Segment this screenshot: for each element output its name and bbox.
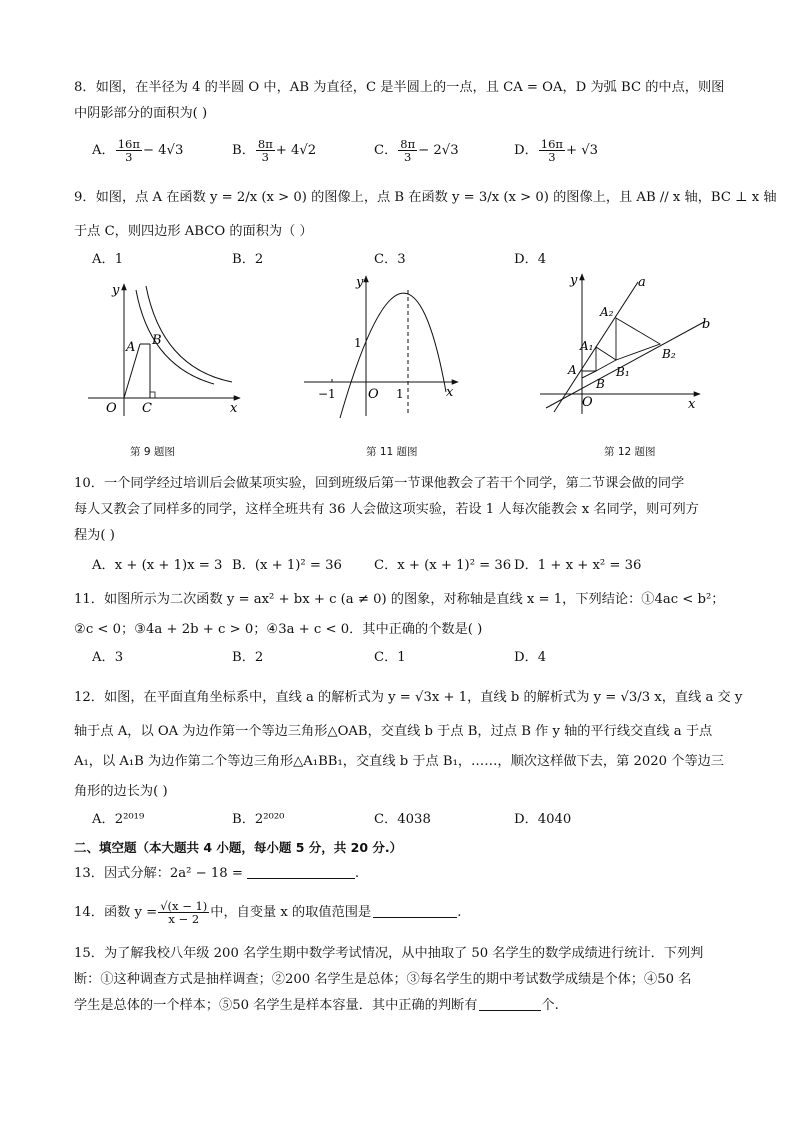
q9-option-d[interactable]: D．4: [514, 252, 547, 267]
label-a-point: A: [568, 363, 577, 377]
label-x: x: [230, 401, 238, 416]
label-y: y: [356, 275, 364, 290]
figure-11-caption: 第 11 题图: [366, 446, 418, 458]
figure-12: [538, 268, 718, 418]
q10-option-a[interactable]: A．x + (x + 1)x = 3: [92, 558, 223, 573]
q8-option-b[interactable]: B． $\frac{8\pi}{3}$ + 4√2: [232, 137, 317, 164]
q9-line2: 于点 C，则四边形 ABCO 的面积为（ ）: [74, 224, 313, 239]
label-c: C: [142, 401, 152, 416]
q8-line1: 8．如图，在半径为 4 的半圆 O 中，AB 为直径，C 是半圆上的一点，且 CA = OA，D 为弧 BC 的中点，则图: [74, 80, 725, 95]
label-a1: A₁: [580, 339, 594, 353]
q12-option-a[interactable]: A．2²⁰¹⁹: [92, 812, 145, 827]
fraction: $\frac{8\pi}{3}$: [257, 137, 273, 164]
figure-9-caption: 第 9 题图: [130, 446, 175, 458]
figure-11: [300, 270, 465, 420]
label-x: x: [688, 397, 696, 412]
q8-option-d[interactable]: D． $\frac{16\pi}{3}$ + √3: [514, 137, 599, 164]
q11-option-b[interactable]: B．2: [232, 650, 264, 665]
q12-line3: A₁，以 A₁B 为边作第二个等边三角形△A₁BB₁，交直线 b 于点 B₁，……，顺次这样做下去，第 2020 个等边三: [74, 754, 725, 769]
right-angle-mark: [150, 392, 155, 398]
q9-option-b[interactable]: B．2: [232, 252, 264, 267]
label-o: O: [368, 387, 379, 402]
label-b: B: [152, 333, 162, 348]
fraction: $\frac{16\pi}{3}$: [117, 137, 140, 164]
q12-option-c[interactable]: C．4038: [374, 812, 431, 827]
q10-option-d[interactable]: D．1 + x + x² = 36: [514, 558, 642, 573]
label-a2: A₂: [600, 305, 614, 319]
q12-line2: 轴于点 A，以 OA 为边作第一个等边三角形△OAB，交直线 b 于点 B，过点 B 作 y 轴的平行线交直线 a 于点: [74, 724, 713, 739]
q9-option-c[interactable]: C．3: [374, 252, 406, 267]
label-o: O: [106, 401, 117, 416]
label-a: a: [638, 275, 646, 290]
curve-y-2-over-x: [136, 290, 214, 384]
figure-9: [84, 276, 244, 422]
q10-line3: 程为( ): [74, 528, 115, 543]
label-b1: B₁: [616, 365, 630, 379]
q14-answer-blank[interactable]: [373, 903, 457, 918]
fraction: $\frac{8\pi}{3}$: [400, 137, 416, 164]
q11-option-a[interactable]: A．3: [92, 650, 124, 665]
section-title-fill-in: 二、填空题（本大题共 4 小题，每小题 5 分，共 20 分.）: [74, 840, 403, 855]
q13-line: 13．因式分解：2a² − 18 = .: [74, 866, 360, 881]
q14-line: 14．函数 y = $\frac{√(x - 1)}{x - 2}$ 中，自变量 x 的取值范围是 .: [74, 899, 462, 926]
q15-answer-blank[interactable]: [479, 996, 541, 1011]
q15-line3: 学生是总体的一个样本；⑤50 名学生是样本容量．其中正确的判断有 个.: [74, 998, 559, 1013]
q10-line2: 每人又教会了同样多的同学，这样全班共有 36 人会做这项实验，若设 1 人每次能教会 x 名同学，则可列方: [74, 502, 699, 517]
q13-answer-blank[interactable]: [247, 864, 355, 879]
triangle-2: [596, 347, 616, 371]
q15-line2: 断：①这种调查方式是抽样调查；②200 名学生是总体；③每名学生的期中考试数学成绩是个体；④50 名: [74, 972, 692, 987]
q12-line1: 12．如图，在平面直角坐标系中，直线 a 的解析式为 y = √3x + 1，直线 b 的解析式为 y = √3/3 x，直线 a 交 y: [74, 690, 743, 705]
q11-option-c[interactable]: C．1: [374, 650, 406, 665]
q10-option-c[interactable]: C．x + (x + 1)² = 36: [374, 558, 512, 573]
q12-line4: 角形的边长为( ): [74, 784, 168, 799]
q9-option-a[interactable]: A．1: [92, 252, 124, 267]
q8-option-c[interactable]: C． $\frac{8\pi}{3}$ − 2√3: [374, 137, 459, 164]
q12-option-d[interactable]: D．4040: [514, 812, 572, 827]
fraction: $\frac{√(x - 1)}{x - 2}$: [160, 899, 208, 926]
triangle-3: [616, 318, 660, 360]
q10-option-b[interactable]: B．(x + 1)² = 36: [232, 558, 342, 573]
q11-line2: ②c < 0；③4a + 2b + c > 0；④3a + c < 0．其中正确的个数是( ): [74, 622, 483, 637]
label-b-point: B: [596, 377, 605, 391]
label-1-x: 1: [396, 387, 404, 401]
q8-line2: 中阴影部分的面积为( ): [74, 106, 208, 121]
label-b: b: [702, 317, 711, 332]
q11-line1: 11．如图所示为二次函数 y = ax² + bx + c (a ≠ 0) 的图象，对称轴是直线 x = 1，下列结论：①4ac < b²；: [74, 592, 725, 607]
label-y: y: [570, 273, 578, 288]
label-x: x: [446, 385, 454, 400]
q12-option-b[interactable]: B．2²⁰²⁰: [232, 812, 285, 827]
q10-line1: 10．一个同学经过培训后会做某项实验，回到班级后第一节课他教会了若干个同学，第二节课会做的同学: [74, 476, 685, 491]
label-minus-1: −1: [318, 387, 336, 401]
label-y: y: [112, 283, 120, 298]
q9-line1: 9．如图，点 A 在函数 y = 2/x (x > 0) 的图像上，点 B 在函数 y = 3/x (x > 0) 的图像上，且 AB // x 轴，BC ⊥ x 轴: [74, 190, 777, 205]
label-b2: B₂: [662, 347, 676, 361]
q8-option-a[interactable]: A． $\frac{16\pi}{3}$ − 4√3: [92, 137, 184, 164]
label-1-y: 1: [354, 336, 362, 350]
figure-12-caption: 第 12 题图: [604, 446, 656, 458]
label-a: A: [126, 340, 136, 355]
q11-option-d[interactable]: D．4: [514, 650, 547, 665]
label-o: O: [582, 395, 593, 410]
edge-ab: [582, 371, 596, 378]
q15-line1: 15．为了解我校八年级 200 名学生期中数学考试情况，从中抽取了 50 名学生的数学成绩进行统计．下列判: [74, 946, 704, 961]
fraction: $\frac{16\pi}{3}$: [540, 137, 563, 164]
parabola: [340, 293, 446, 418]
